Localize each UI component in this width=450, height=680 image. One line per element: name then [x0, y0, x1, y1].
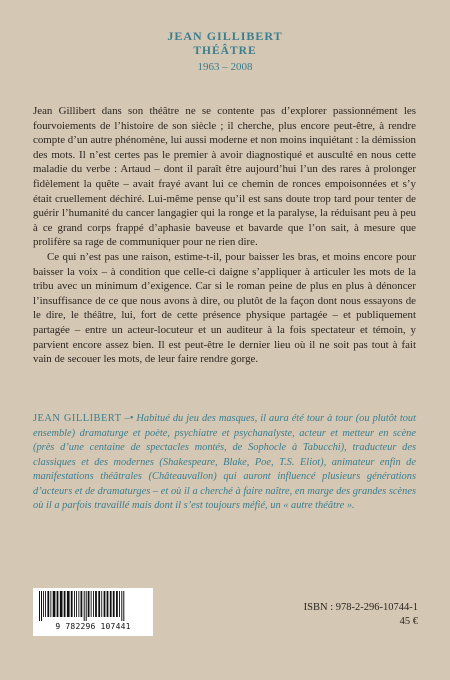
blurb-text — [33, 104, 416, 367]
date-range: 1963 – 2008 — [197, 61, 253, 73]
blurb-paragraph-2: Ce qui n’est pas une raison, estime-t-il, pour baisser les bras, et moins encore pour baisser la voix – à condition que celle-ci daigne s’appliquer à articuler les mots de la tribu avec un minimum d’exigence. Car si le roman peine de plus en plus à dénoncer l’insuffisance de ce que nous avons à dire, ou plutôt de la façon dont nous essayons de le dire, le théâtre, lui, fort de cette présence physique partagée – et publiquement partagée – entre un acteur-locuteur et un auditeur à la fois spectateur et témoin, y parvient encore assez bien. Il est peut-être le dernier lieu où il ne soit pas tout à fait vain de secouer les mots, de leur faire rendre gorge. — [33, 250, 416, 366]
barcode-bar — [71, 591, 73, 617]
barcode-bar — [91, 591, 92, 617]
barcode-bar — [116, 591, 118, 617]
barcode-bar — [41, 591, 42, 621]
barcode-bar — [104, 591, 106, 617]
barcode-bar — [78, 591, 79, 617]
barcode-bar — [98, 591, 100, 617]
barcode-bar — [45, 591, 46, 617]
barcode-bar — [39, 591, 40, 621]
barcode-bar — [67, 591, 70, 617]
bio-text: Habitué du jeu des masques, il aura été tour à tour (ou plutôt tout ensemble) dramaturge et poète, psychiatre et psychanalyste, acteur et metteur en scène (près d’une centaine de spectacles montés, de Sophocle à Tabucchi), traducteur des classiques et des modernes (Shakespeare, Blake, Poe, T.S. Eliot), animateur enfin de manifestations théâtrales (Châteauvallon) qui auront influencé plusieurs générations d’acteurs et de dramaturges – et où il a cherché à faire naître, en marge des grandes scènes où il a parfois travaillé mais dont il s’est toujours méfié, un « autre théâtre ». — [33, 413, 417, 511]
barcode-icon — [37, 591, 149, 621]
bio-separator: –• — [124, 413, 134, 424]
barcode — [33, 588, 153, 636]
cover-header — [0, 28, 450, 75]
barcode-bar — [107, 591, 109, 617]
book-title: THÉÂTRE — [193, 45, 257, 57]
barcode-bar — [119, 591, 120, 617]
isbn-block — [304, 601, 418, 629]
barcode-bar — [53, 591, 56, 617]
barcode-bar — [86, 591, 87, 621]
author-heading: JEAN GILLIBERT — [167, 29, 283, 43]
barcode-bar — [88, 591, 90, 617]
barcode-bar — [64, 591, 66, 617]
barcode-bar — [60, 591, 63, 617]
barcode-bar — [95, 591, 97, 617]
barcode-bar — [76, 591, 77, 617]
barcode-bar — [84, 591, 85, 621]
barcode-bar — [101, 591, 102, 617]
barcode-bar — [110, 591, 112, 617]
barcode-bar — [121, 591, 122, 621]
barcode-bar — [81, 591, 83, 617]
barcode-bar — [93, 591, 94, 617]
author-bio — [33, 412, 416, 514]
barcode-bar — [50, 591, 51, 617]
isbn-number: ISBN : 978-2-296-10744-1 — [303, 602, 418, 613]
price: 45 € — [399, 616, 418, 627]
barcode-bar — [113, 591, 115, 617]
barcode-bar — [47, 591, 49, 617]
barcode-bar — [43, 591, 44, 617]
blurb-paragraph-1: Jean Gillibert dans son théâtre ne se contente pas d’explorer passionnément les fourvoiements de l’histoire de son siècle ; il cherche, plus encore peut-être, à rendre compte d’un autre phénomène, lui aussi moderne et non moins inquiétant : la démission des mots. Il n’est certes pas le premier à avoir diagnostiqué et ausculté en nous cette maladie du verbe : Artaud – dont il paraît être aujourd’hui l’un des rares à prolonger fidèlement la quête – avait frayé avant lui ce chemin de ronces empoisonnées et s’y était cruellement déchiré. Lui-même pense qu’il est sans doute trop tard pour tenter de guérir l’humanité du cancer langagier qui la ronge et la paralyse, la réduisant peu à peu à ce grand corps frappé d’aphasie baveuse et bavarde que l’on sait, à mesure que prolifère sa rage de communiquer pour ne rien dire. — [33, 105, 416, 249]
barcode-digits: 9 782296 107441 — [55, 622, 131, 631]
bio-author-name: JEAN GILLIBERT — [33, 413, 122, 424]
barcode-bar — [74, 591, 75, 617]
barcode-bar — [123, 591, 124, 621]
barcode-bar — [57, 591, 59, 617]
